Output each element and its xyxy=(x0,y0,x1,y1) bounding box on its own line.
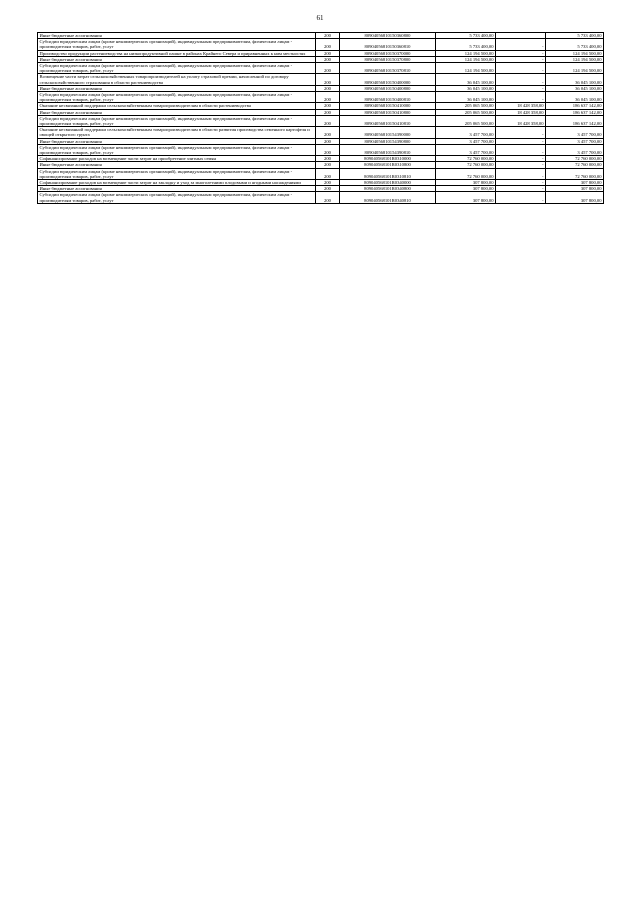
cell-b: - xyxy=(496,56,546,62)
table-row xyxy=(38,115,604,126)
cell-kvr: 200 xyxy=(316,192,340,203)
table-row xyxy=(38,39,604,50)
cell-c: 307 800,00 xyxy=(546,186,604,192)
cell-kbk: 80904056810150370800 xyxy=(340,56,436,62)
cell-b: 18 428 358,00 xyxy=(496,109,546,115)
cell-name: Субсидии юридическим лицам (кроме некоммерческих организаций), индивидуальным предпринимателям, физическим лицам - производителям товаров, работ, услуг xyxy=(38,144,316,155)
cell-b: - xyxy=(496,127,546,138)
cell-kbk: 80904056810150360810 xyxy=(340,39,436,50)
table-row xyxy=(38,144,604,155)
table-row xyxy=(38,63,604,74)
cell-c: 36 045 100,00 xyxy=(546,74,604,85)
cell-kvr: 200 xyxy=(316,127,340,138)
cell-kbk: 80904056810154390810 xyxy=(340,144,436,155)
cell-name: Субсидии юридическим лицам (кроме некоммерческих организаций), индивидуальным предпринимателям, физическим лицам - производителям товаров, работ, услуг xyxy=(38,192,316,203)
cell-c: 3 457 700,00 xyxy=(546,127,604,138)
cell-name: Софинансирование расходов на возмещение части затрат на приобретение элитных семян xyxy=(38,156,316,162)
cell-a: 36 045 100,00 xyxy=(436,85,496,91)
cell-kbk: 80904056810154390000 xyxy=(340,127,436,138)
cell-c: 5 733 400,00 xyxy=(546,39,604,50)
table-row xyxy=(38,192,604,203)
cell-a: 205 065 500,00 xyxy=(436,115,496,126)
cell-a: 307 800,00 xyxy=(436,192,496,203)
cell-a: 72 760 000,00 xyxy=(436,156,496,162)
cell-b: - xyxy=(496,74,546,85)
cell-b: - xyxy=(496,92,546,103)
cell-kvr: 200 xyxy=(316,115,340,126)
cell-b: 18 428 358,00 xyxy=(496,103,546,109)
cell-a: 124 194 500,00 xyxy=(436,56,496,62)
cell-c: 72 760 000,00 xyxy=(546,162,604,168)
cell-kvr: 200 xyxy=(316,103,340,109)
cell-c: 186 637 142,00 xyxy=(546,115,604,126)
cell-b: - xyxy=(496,85,546,91)
cell-name: Иные бюджетные ассигнования xyxy=(38,85,316,91)
cell-c: 36 045 100,00 xyxy=(546,92,604,103)
cell-a: 72 760 000,00 xyxy=(436,168,496,179)
cell-c: 72 760 000,00 xyxy=(546,156,604,162)
cell-kvr: 200 xyxy=(316,109,340,115)
cell-kbk: 809040568101R0340000 xyxy=(340,180,436,186)
cell-c: 124 194 500,00 xyxy=(546,50,604,56)
cell-name: Иные бюджетные ассигнования xyxy=(38,162,316,168)
cell-b: - xyxy=(496,186,546,192)
cell-kvr: 200 xyxy=(316,63,340,74)
cell-b: - xyxy=(496,50,546,56)
cell-kvr: 200 xyxy=(316,138,340,144)
budget-table xyxy=(37,32,604,204)
cell-kbk: 80904056810150410000 xyxy=(340,103,436,109)
cell-name: Иные бюджетные ассигнования xyxy=(38,186,316,192)
table-row xyxy=(38,168,604,179)
table-row xyxy=(38,127,604,138)
cell-a: 307 800,00 xyxy=(436,180,496,186)
cell-kbk: 809040568101R0310800 xyxy=(340,162,436,168)
cell-name: Производство продукции растениеводства на низкопродуктивной пашне в районах Крайнего Севера и приравненных к ним местностях xyxy=(38,50,316,56)
cell-b: - xyxy=(496,156,546,162)
cell-c: 307 800,00 xyxy=(546,180,604,186)
cell-name: Иные бюджетные ассигнования xyxy=(38,56,316,62)
cell-c: 124 194 500,00 xyxy=(546,56,604,62)
table-row xyxy=(38,92,604,103)
cell-a: 124 194 500,00 xyxy=(436,50,496,56)
cell-kbk: 809040568101R0340810 xyxy=(340,192,436,203)
cell-kvr: 200 xyxy=(316,56,340,62)
cell-c: 186 637 142,00 xyxy=(546,109,604,115)
cell-a: 36 045 100,00 xyxy=(436,92,496,103)
cell-name: Субсидии юридическим лицам (кроме некоммерческих организаций), индивидуальным предпринимателям, физическим лицам - производителям товаров, работ, услуг xyxy=(38,92,316,103)
cell-name: Возмещение части затрат сельскохозяйственных товаропроизводителей на уплату страховой премии, начисленной по договору сельскохозяйственного страхования в области растениеводства xyxy=(38,74,316,85)
cell-c: 186 637 142,00 xyxy=(546,103,604,109)
cell-kvr: 200 xyxy=(316,168,340,179)
table-row xyxy=(38,74,604,85)
cell-kvr: 200 xyxy=(316,180,340,186)
cell-kbk: 80904056810150410810 xyxy=(340,115,436,126)
cell-kbk: 80904056810150400810 xyxy=(340,92,436,103)
cell-c: 124 194 500,00 xyxy=(546,63,604,74)
cell-a: 124 194 500,00 xyxy=(436,63,496,74)
cell-c: 3 457 700,00 xyxy=(546,138,604,144)
cell-b: 18 428 358,00 xyxy=(496,115,546,126)
cell-name: Субсидии юридическим лицам (кроме некоммерческих организаций), индивидуальным предпринимателям, физическим лицам - производителям товаров, работ, услуг xyxy=(38,39,316,50)
cell-kbk: 80904056810150400000 xyxy=(340,74,436,85)
cell-kbk: 80904056810150400800 xyxy=(340,85,436,91)
cell-kvr: 200 xyxy=(316,39,340,50)
cell-name: Иные бюджетные ассигнования xyxy=(38,138,316,144)
cell-name: Субсидии юридическим лицам (кроме некоммерческих организаций), индивидуальным предпринимателям, физическим лицам - производителям товаров, работ, услуг xyxy=(38,63,316,74)
cell-kvr: 200 xyxy=(316,162,340,168)
cell-b: - xyxy=(496,162,546,168)
cell-a: 307 800,00 xyxy=(436,186,496,192)
cell-b: - xyxy=(496,39,546,50)
cell-kbk: 809040568101R0340800 xyxy=(340,186,436,192)
cell-kvr: 200 xyxy=(316,144,340,155)
cell-kvr: 200 xyxy=(316,33,340,39)
cell-kbk: 80904056810150410800 xyxy=(340,109,436,115)
cell-c: 3 457 700,00 xyxy=(546,144,604,155)
cell-kvr: 200 xyxy=(316,85,340,91)
cell-name: Оказание несвязанной поддержки сельскохозяйственным товаропроизводителям в области растениеводства xyxy=(38,103,316,109)
cell-name: Субсидии юридическим лицам (кроме некоммерческих организаций), индивидуальным предпринимателям, физическим лицам - производителям товаров, работ, услуг xyxy=(38,115,316,126)
cell-name: Иные бюджетные ассигнования xyxy=(38,33,316,39)
cell-kvr: 200 xyxy=(316,50,340,56)
cell-a: 72 760 000,00 xyxy=(436,162,496,168)
cell-name: Оказание несвязанной поддержки сельскохозяйственным товаропроизводителям в области развития производства семенного картофеля и овощей открытого грунта xyxy=(38,127,316,138)
cell-name: Софинансирование расходов на возмещение части затрат на закладку и уход за многолетними плодовыми и ягодными насаждениями xyxy=(38,180,316,186)
cell-kbk: 80904056810154390800 xyxy=(340,138,436,144)
cell-kbk: 80904056810150370000 xyxy=(340,50,436,56)
cell-b: - xyxy=(496,168,546,179)
cell-a: 205 065 500,00 xyxy=(436,109,496,115)
cell-kvr: 200 xyxy=(316,186,340,192)
cell-c: 307 800,00 xyxy=(546,192,604,203)
cell-kvr: 200 xyxy=(316,74,340,85)
cell-a: 5 733 400,00 xyxy=(436,33,496,39)
cell-a: 3 457 700,00 xyxy=(436,138,496,144)
cell-b: - xyxy=(496,144,546,155)
cell-a: 3 457 700,00 xyxy=(436,127,496,138)
cell-a: 5 733 400,00 xyxy=(436,39,496,50)
cell-b: - xyxy=(496,63,546,74)
cell-a: 3 457 700,00 xyxy=(436,144,496,155)
cell-c: 5 733 400,00 xyxy=(546,33,604,39)
cell-a: 36 045 100,00 xyxy=(436,74,496,85)
cell-kbk: 809040568101R0310000 xyxy=(340,156,436,162)
cell-c: 72 760 000,00 xyxy=(546,168,604,179)
cell-kbk: 80904056810150370810 xyxy=(340,63,436,74)
cell-kvr: 200 xyxy=(316,156,340,162)
cell-b: - xyxy=(496,180,546,186)
cell-name: Субсидии юридическим лицам (кроме некоммерческих организаций), индивидуальным предпринимателям, физическим лицам - производителям товаров, работ, услуг xyxy=(38,168,316,179)
cell-kbk: 80904056810150360800 xyxy=(340,33,436,39)
cell-kbk: 809040568101R0310810 xyxy=(340,168,436,179)
cell-b: - xyxy=(496,138,546,144)
page-number: 61 xyxy=(316,14,324,22)
cell-name: Иные бюджетные ассигнования xyxy=(38,109,316,115)
cell-a: 205 065 500,00 xyxy=(436,103,496,109)
cell-kvr: 200 xyxy=(316,92,340,103)
cell-c: 36 045 100,00 xyxy=(546,85,604,91)
cell-b: - xyxy=(496,192,546,203)
